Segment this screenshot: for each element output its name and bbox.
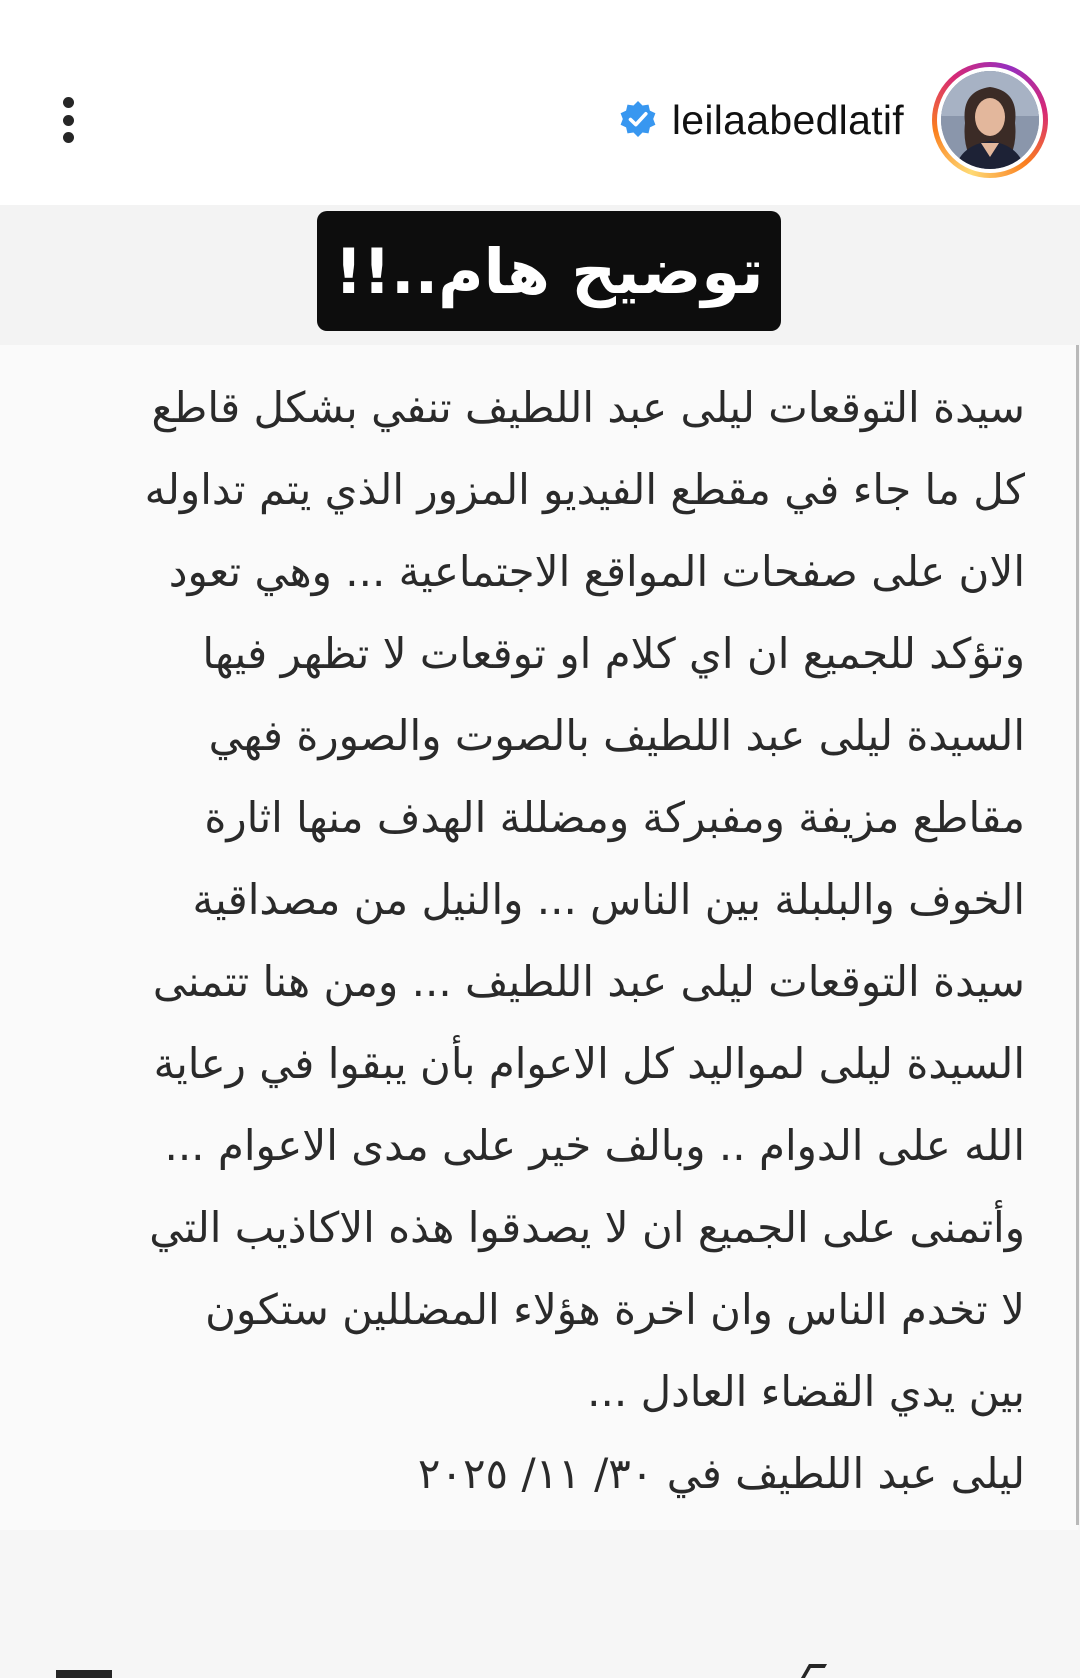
statement-line: سيدة التوقعات ليلى عبد اللطيف تنفي بشكل قاطع: [151, 383, 1025, 432]
avatar-photo-icon: [941, 71, 1039, 169]
username[interactable]: leilaabedlatif: [671, 96, 904, 143]
statement-line: الخوف والبلبلة بين الناس ... والنيل من مصداقية: [192, 875, 1025, 924]
statement-line: بين يدي القضاء العادل ...: [587, 1367, 1025, 1416]
statement-text: [65, 367, 1025, 1515]
avatar-frame: [937, 67, 1043, 173]
statement-line: وتؤكد للجميع ان اي كلام او توقعات لا تظهر فيها: [202, 629, 1025, 678]
statement-line: لا تخدم الناس وان اخرة هؤلاء المضللين ستكون: [205, 1285, 1025, 1334]
post-title: توضيح هام..!!: [334, 234, 764, 308]
statement-line: سيدة التوقعات ليلى عبد اللطيف ... ومن هنا تتمنى: [152, 957, 1025, 1006]
action-bar: [0, 1648, 1080, 1678]
more-options-button[interactable]: [48, 85, 88, 155]
post-author[interactable]: [618, 60, 1080, 180]
statement-line: الله على الدوام .. وبالف خير على مدى الاعوام ...: [164, 1121, 1025, 1170]
verified-badge-icon: [618, 100, 658, 140]
avatar[interactable]: [941, 71, 1039, 169]
vertical-dots-icon: [63, 132, 74, 143]
statement-line: كل ما جاء في مقطع الفيديو المزور الذي يتم تداوله: [144, 465, 1025, 514]
bookmark-icon[interactable]: [56, 1670, 112, 1678]
story-ring[interactable]: [932, 62, 1048, 178]
statement-line: السيدة ليلى عبد اللطيف بالصوت والصورة فهي: [208, 711, 1025, 760]
statement-signature: ليلى عبد اللطيف في ٣٠/ ١١/ ٢٠٢٥: [417, 1449, 1025, 1498]
post-image: [0, 205, 1080, 1678]
share-icon[interactable]: [801, 1664, 827, 1678]
vertical-dots-icon: [63, 115, 74, 126]
statement-line: الان على صفحات المواقع الاجتماعية ... وهي تعود: [168, 547, 1025, 596]
statement-line: وأتمنى على الجميع ان لا يصدقوا هذه الاكاذيب التي: [149, 1203, 1025, 1252]
post-header: [0, 0, 1080, 205]
vertical-dots-icon: [63, 97, 74, 108]
post-title-area: [0, 205, 1080, 345]
statement-line: السيدة ليلى لمواليد كل الاعوام بأن يبقوا في رعاية: [153, 1039, 1025, 1088]
panel-edge: [1076, 345, 1079, 1525]
title-banner: [317, 211, 781, 331]
statement-line: مقاطع مزيفة ومفبركة ومضللة الهدف منها اثارة: [204, 793, 1025, 842]
